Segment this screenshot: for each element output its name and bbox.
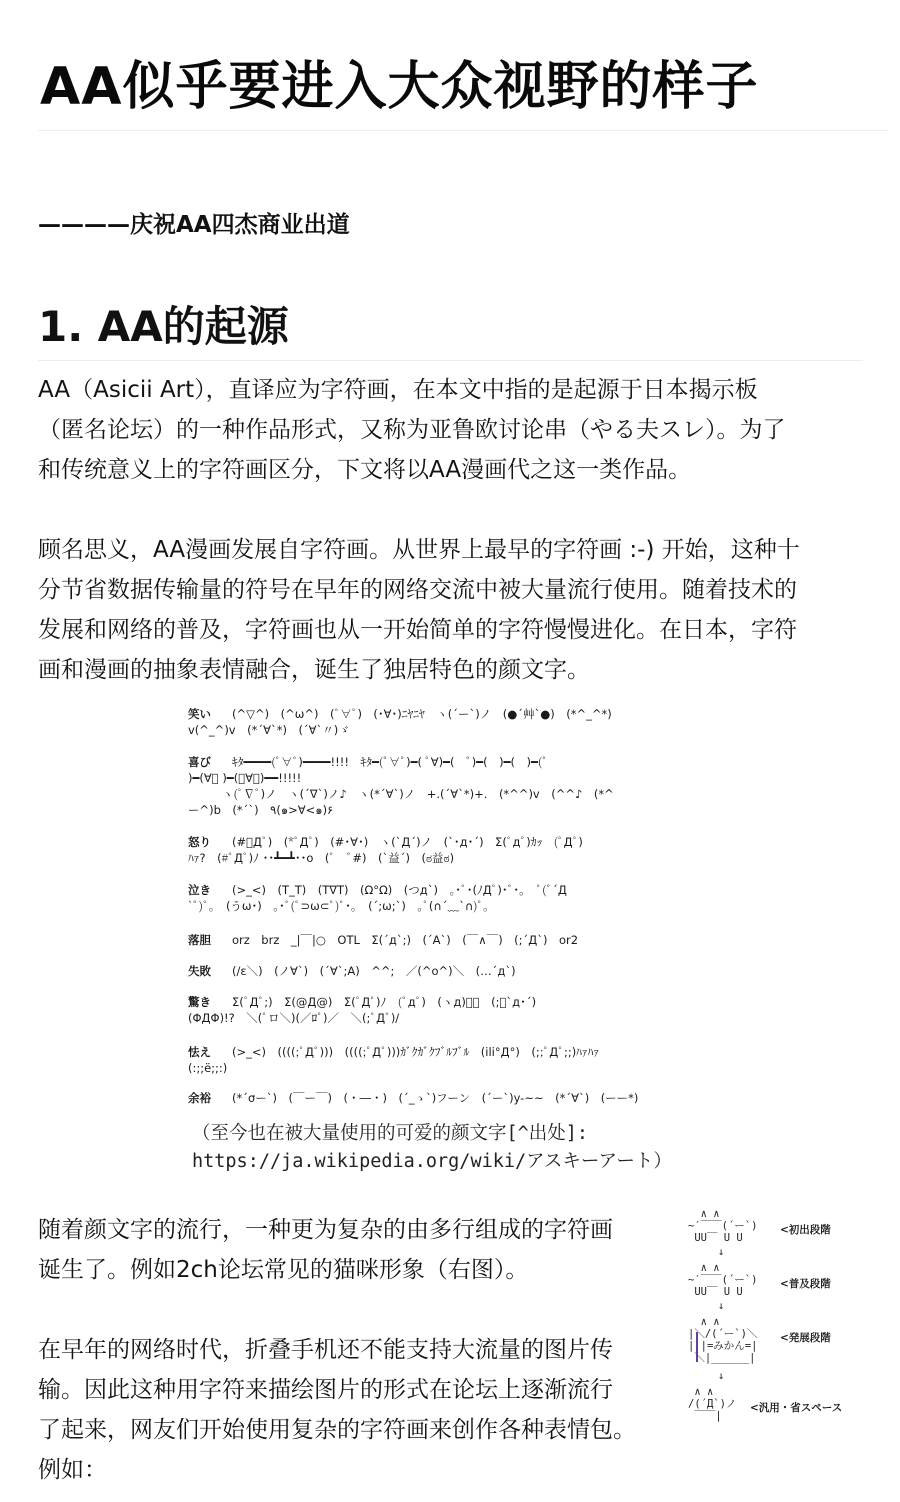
figure-caption xyxy=(192,1120,672,1176)
paragraph-line: 随着颜文字的流行，一种更为复杂的由多行组成的字符画 xyxy=(38,1217,613,1243)
kaomoji-row-failure xyxy=(188,963,516,979)
kaomoji-line: (:;;ë;;:) xyxy=(188,1061,228,1075)
kaomoji-line: v(^_^)v (*´∀`*) (´∀`〃)ゞ xyxy=(188,723,350,737)
caption-line: （至今也在被大量使用的可爱的颜文字[^出处]: xyxy=(192,1123,589,1144)
kaomoji-category: 怯え xyxy=(188,1045,211,1059)
kaomoji-row-cry xyxy=(188,882,567,914)
kaomoji-line: `ﾟ)ﾟ｡ (うω･) ｡･ﾟ(ﾟ⊃ω⊂ﾟ)ﾟ･｡ (´;ω;`) ｡ﾟ(∩´﹏`∩)ﾟ｡ xyxy=(188,899,489,913)
cat-stage-label: <発展段階 xyxy=(780,1332,831,1344)
paragraph-line: AA（Asicii Art），直译应为字符画，在本文中指的是起源于日本揭示板 xyxy=(38,377,758,403)
kaomoji-line: (ΦДΦ)!? ＼(ﾟロ＼)(／ﾛﾟ)／ ＼(;ﾟДﾟ)/ xyxy=(188,1011,400,1025)
kaomoji-line: orz brz _|￣|○ OTL Σ(´д`;) (´A`) (￣∧￣) (;´Д`) or2 xyxy=(232,933,579,947)
cat-art-stage-2: ∧ ∧ ~′￣￣(´ー`) UU￣ U U xyxy=(688,1262,758,1298)
kaomoji-line: ｷﾀ━━━━(ﾟ∀ﾟ)━━━━!!!! ｷﾀ━(ﾟ∀ﾟ)━( ﾟ∀)━( ﾟ)━( )━( )━(ﾟ xyxy=(232,755,548,769)
paragraph-line: 分节省数据传输量的符号在早年的网络交流中被大量流行使用。随着技术的 xyxy=(38,577,797,603)
cat-aa-figure xyxy=(688,1208,868,1438)
paragraph-history xyxy=(38,530,800,690)
article-title: AA似乎要进入大众视野的样子 xyxy=(40,57,759,117)
kaomoji-line: (#ﾟДﾟ) (*ﾟДﾟ) (#･∀･) ヽ(`Д´)ノ (`･д･´) Σ(ﾟдﾟ)ｶｯ (ﾟДﾟ) xyxy=(232,835,583,849)
cat-stage-label: <汎用・省スペース xyxy=(750,1402,843,1414)
paragraph-line: 画和漫画的抽象表情融合，诞生了独居特色的颜文字。 xyxy=(38,657,590,683)
cat-box-outline xyxy=(696,1332,700,1362)
kaomoji-line: (^▽^) (^ω^) (ﾟ∀ﾟ) (･∀･)ﾆﾔﾆﾔ ヽ(´ー`)ノ (●´艸`●) (*^_^*) xyxy=(232,707,612,721)
cat-art-stage-3: ∧ ∧ |＼/(´ー`)＼ | |=みかん=| ＼|______| xyxy=(688,1316,758,1364)
kaomoji-category: 失敗 xyxy=(188,964,211,978)
kaomoji-category: 驚き xyxy=(188,995,211,1009)
article-subtitle: ————庆祝AA四杰商业出道 xyxy=(38,212,350,238)
kaomoji-category: 怒り xyxy=(188,835,211,849)
cat-stage-label: <普及段階 xyxy=(780,1278,831,1290)
section-divider xyxy=(38,360,863,361)
kaomoji-line: ヽ(ﾟ∇ﾟ)ノ ヽ(´∇`)ノ♪ ヽ(*´∀`)ノ +.(´∀`*)+. (*^^)v (^^♪ (*^ xyxy=(222,787,614,801)
paragraph-line: 在早年的网络时代，折叠手机还不能支持大流量的图片传 xyxy=(38,1337,613,1363)
kaomoji-category: 余裕 xyxy=(188,1091,211,1105)
caption-source-link[interactable]: https://ja.wikipedia.org/wiki/アスキーアート） xyxy=(192,1151,672,1172)
kaomoji-line: ﾊｧ? (#ﾟДﾟ)ﾉ ･･┻━┻･･o (ﾟ ﾟ#) (`益´) (ಠ益ಠ) xyxy=(188,851,455,865)
arrow-down-icon: ↓ xyxy=(718,1300,725,1312)
paragraph-mobile-era xyxy=(38,1330,636,1490)
paragraph-line: 诞生了。例如2ch论坛常见的猫咪形象（右图）。 xyxy=(38,1257,529,1283)
kaomoji-line: Σ(ﾟДﾟ;) Σ(@Д@) Σ(ﾟДﾟ)ﾉ (ﾟдﾟ) (ヽд)ﾟﾟ (;･`д･´) xyxy=(232,995,537,1009)
cat-art-stage-4: ∧ ∧ /(´Д`)ノ ￣￣| xyxy=(688,1386,737,1422)
paragraph-line: 了起来，网友们开始使用复杂的字符画来创作各种表情包。 xyxy=(38,1417,636,1443)
paragraph-line: 和传统意义上的字符画区分，下文将以AA漫画代之这一类作品。 xyxy=(38,457,692,483)
paragraph-line: 发展和网络的普及，字符画也从一开始简单的字符慢慢进化。在日本，字符 xyxy=(38,617,797,643)
paragraph-line: 例如： xyxy=(38,1457,107,1483)
kaomoji-row-composure xyxy=(188,1090,638,1106)
kaomoji-row-surprise xyxy=(188,994,536,1026)
kaomoji-line: )━(∀ﾟ )━(ﾟ∀ﾟ)━━!!!!! xyxy=(188,771,302,785)
paragraph-line: （匿名论坛）的一种作品形式，又称为亚鲁欧讨论串（やる夫スレ）。为了 xyxy=(38,417,786,443)
paragraph-intro xyxy=(38,370,786,490)
kaomoji-row-laugh xyxy=(188,706,612,738)
cat-art-stage-1: ∧ ∧ ~′￣￣(´ー`) UU￣ U U xyxy=(688,1208,758,1244)
arrow-down-icon: ↓ xyxy=(718,1246,725,1258)
arrow-down-icon: ↓ xyxy=(718,1370,725,1382)
kaomoji-line: (*´σー`) (￣ー￣) (・―・) (´_ゝ`)フーン (´ー`)y-~~ (*´∀`) (ーー*) xyxy=(232,1091,639,1105)
kaomoji-category: 笑い xyxy=(188,707,211,721)
section-heading: 1. AA的起源 xyxy=(38,302,289,351)
kaomoji-row-dismay xyxy=(188,932,578,948)
kaomoji-category: 喜び xyxy=(188,755,211,769)
kaomoji-line: (/ε＼) (ノ∀`) (´∀`;A) ^^; ／(^o^)＼ (…´д`) xyxy=(232,964,516,978)
kaomoji-row-fear xyxy=(188,1044,599,1076)
kaomoji-row-joy xyxy=(188,754,614,818)
paragraph-multiline-aa xyxy=(38,1210,613,1290)
paragraph-line: 顾名思义，AA漫画发展自字符画。从世界上最早的字符画 :-) 开始，这种十 xyxy=(38,537,800,563)
kaomoji-line: (>_<) (T_T) (T∇T) (Ω°Ω) (つд`) ｡･ﾟ･(ﾉДﾟ)･ﾟ･｡ ﾟ(ﾟ´Д xyxy=(232,883,567,897)
kaomoji-category: 泣き xyxy=(188,883,211,897)
kaomoji-category: 落胆 xyxy=(188,933,211,947)
kaomoji-row-anger xyxy=(188,834,583,866)
kaomoji-line: (>_<) ((((;ﾟДﾟ))) ((((;ﾟДﾟ)))ｶﾞｸｶﾞｸﾌﾞﾙﾌﾞﾙ (ili°Д°) (;;ﾟДﾟ;;)ﾊｧﾊｧ xyxy=(232,1045,600,1059)
kaomoji-line: ー^)b (*´`) ٩(๑>∀<๑)۶ xyxy=(188,803,334,817)
cat-stage-label: <初出段階 xyxy=(780,1224,831,1236)
title-divider xyxy=(38,130,888,131)
paragraph-line: 输。因此这种用字符来描绘图片的形式在论坛上逐渐流行 xyxy=(38,1377,613,1403)
